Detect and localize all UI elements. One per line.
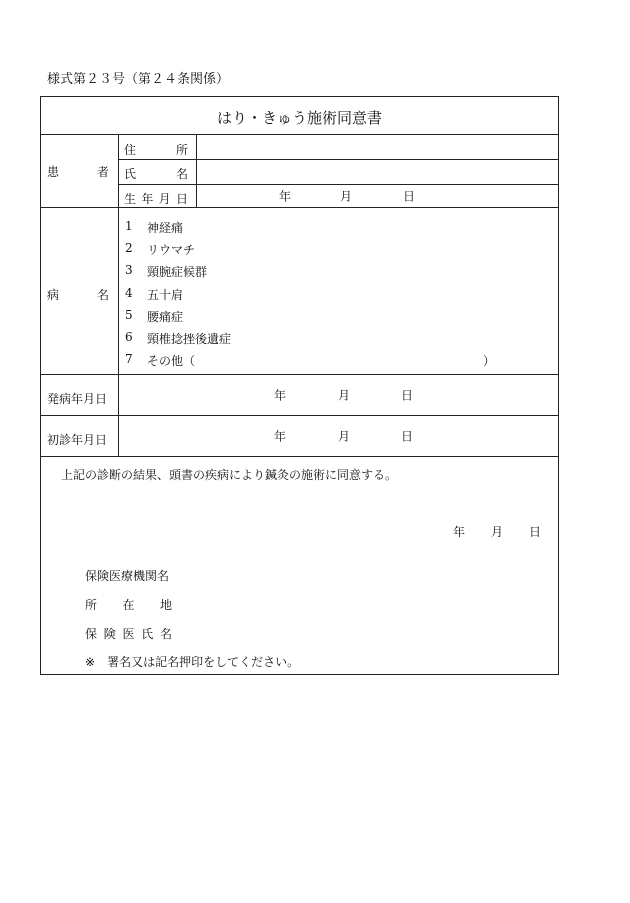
onset-label: 発病年月日 xyxy=(47,392,108,406)
dob-field[interactable] xyxy=(197,185,558,207)
disease-item[interactable]: 2 リウマチ xyxy=(125,241,196,257)
onset-year-unit: 年 xyxy=(274,388,287,403)
signature-note xyxy=(85,653,299,670)
consent-statement: 上記の診断の結果、頭書の疾病により鍼灸の施術に同意する。 xyxy=(61,468,398,482)
disease-item[interactable]: 5 腰痛症 xyxy=(125,308,184,324)
form-title: はり・きゅう施術同意書 xyxy=(216,109,382,127)
disease-item[interactable]: 6 頸椎捻挫後遺症 xyxy=(125,330,232,346)
first-visit-year-unit: 年 xyxy=(274,429,287,444)
first-visit-month-unit: 月 xyxy=(338,429,351,444)
consent-year-unit: 年 xyxy=(453,525,466,539)
location-label: 所 在 地 xyxy=(85,598,172,612)
disease-item-other[interactable]: 7 その他（ xyxy=(125,352,196,368)
disease-item[interactable]: 4 五十肩 xyxy=(125,286,184,302)
note-text: 署名又は記名押印をしてください。 xyxy=(107,655,300,669)
disease-label: 病 名 xyxy=(47,288,109,302)
rule-under-firstvisit xyxy=(41,456,558,457)
address-label: 住 所 xyxy=(124,143,188,157)
onset-month-unit: 月 xyxy=(338,388,351,403)
rule-patient-divider xyxy=(118,134,119,207)
disease-item[interactable]: 1 神経痛 xyxy=(125,219,184,235)
note-mark: ※ xyxy=(85,655,96,669)
dob-year-unit: 年 xyxy=(279,189,292,204)
consent-form xyxy=(40,96,559,675)
consent-day-unit: 日 xyxy=(529,525,542,539)
doctor-name-field[interactable] xyxy=(177,621,537,643)
consent-month-unit: 月 xyxy=(491,525,504,539)
form-number-heading: 様式第２３号（第２４条関係） xyxy=(47,72,230,87)
dob-month-unit: 月 xyxy=(340,189,353,204)
onset-date-field[interactable] xyxy=(119,375,558,415)
institution-name-label: 保険医療機関名 xyxy=(85,569,170,583)
first-visit-day-unit: 日 xyxy=(401,429,414,444)
other-close-paren: ） xyxy=(483,354,496,368)
dob-day-unit: 日 xyxy=(403,189,416,204)
dob-label: 生 年 月 日 xyxy=(124,192,188,206)
onset-day-unit: 日 xyxy=(401,388,414,403)
name-field[interactable] xyxy=(197,160,558,184)
location-field[interactable] xyxy=(177,592,537,614)
doctor-name-label: 保 険 医 氏 名 xyxy=(85,627,172,641)
first-visit-label: 初診年月日 xyxy=(47,433,108,447)
name-label: 氏 名 xyxy=(124,167,188,181)
disease-item[interactable]: 3 頸腕症候群 xyxy=(125,263,208,279)
first-visit-date-field[interactable] xyxy=(119,416,558,456)
institution-name-field[interactable] xyxy=(177,563,537,585)
other-disease-field[interactable] xyxy=(205,350,481,370)
patient-label: 患 者 xyxy=(47,165,109,179)
address-field[interactable] xyxy=(197,135,558,159)
